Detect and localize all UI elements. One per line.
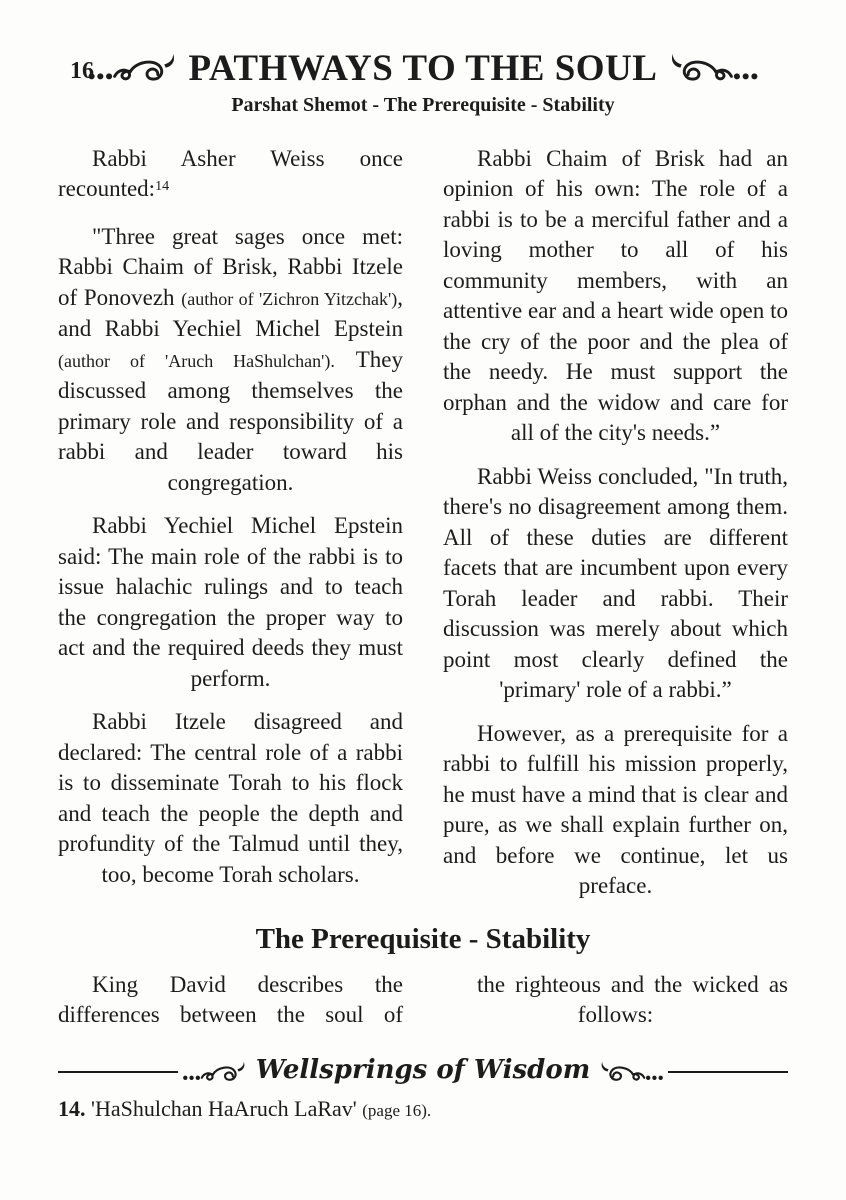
flourish-left-icon	[182, 1060, 248, 1085]
paragraph: Rabbi Asher Weiss once recounted:$^{14}$	[58, 145, 403, 202]
flourish-right-icon	[598, 1060, 664, 1085]
left-column	[58, 144, 403, 915]
divider-line-left	[58, 1071, 178, 1073]
paragraph: the righteous and the wicked as follows:	[477, 971, 788, 1028]
section-columns	[58, 970, 788, 1031]
footnote-source: 'HaShulchan HaAruch LaRav'	[91, 1096, 357, 1121]
paragraph: Rabbi Yechiel Michel Epstein said: The main role of the rabbi is to issue halachic rulings and to teach the congregation the proper way to act and the required deeds they must perform.	[58, 513, 403, 691]
footnote	[58, 1096, 788, 1122]
paragraph: King David describes the differences between the soul of	[58, 971, 403, 1028]
right-column	[443, 144, 788, 915]
page-number: 16	[70, 58, 94, 84]
divider-line-right	[668, 1071, 788, 1073]
flourish-right-icon	[667, 52, 759, 86]
footer-motto: Wellsprings of Wisdom	[255, 1055, 591, 1085]
section-right-column	[443, 970, 788, 1031]
paragraph: Rabbi Itzele disagreed and declared: The central role of a rabbi is to disseminate Torah to his flock and teach the people the depth and profundity of the Talmud until they, too, become Torah scholars.	[58, 709, 403, 887]
chapter-subtitle: Parshat Shemot - The Prerequisite - Stability	[231, 93, 615, 116]
section-heading: The Prerequisite - Stability	[255, 922, 591, 955]
flourish-left-icon	[87, 52, 179, 86]
footnote-page: (page 16).	[362, 1101, 432, 1120]
paragraph: Rabbi Chaim of Brisk had an opinion of his own: The role of a rabbi is to be a merciful father and a loving mother to all of his community members, with an attentive ear and a heart wide open to the cry of the poor and the plea of the needy. He must support the orphan and the widow and care for all of the city's needs.”	[443, 145, 788, 446]
footer-divider	[58, 1057, 788, 1087]
paragraph: Rabbi Weiss concluded, "In truth, there's no disagreement among them. All of these duties are different facets that are incumbent upon every Torah leader and rabbi. Their discussion was merely about which point most clearly defined the 'primary' role of a rabbi.”	[443, 463, 788, 703]
paragraph: "Three great sages once met: Rabbi Chaim of Brisk, Rabbi Itzele of Ponovezh (author of 'Zichron Yitzchak'), and Rabbi Yechiel Michel Epstein (author of 'Aruch HaShulchan'). They discussed among themselves the primary role and responsibility of a rabbi and leader toward his congregation.	[58, 223, 403, 495]
body-columns	[58, 144, 788, 915]
page-footer	[58, 1057, 788, 1200]
page-header	[58, 50, 788, 117]
book-title: PATHWAYS TO THE SOUL	[188, 48, 658, 89]
section-left-column	[58, 970, 403, 1031]
footnote-number: 14.	[58, 1096, 86, 1121]
paragraph: However, as a prerequisite for a rabbi to fulfill his mission properly, he must have a mind that is clear and pure, as we shall explain further on, and before we continue, let us preface.	[443, 720, 788, 899]
